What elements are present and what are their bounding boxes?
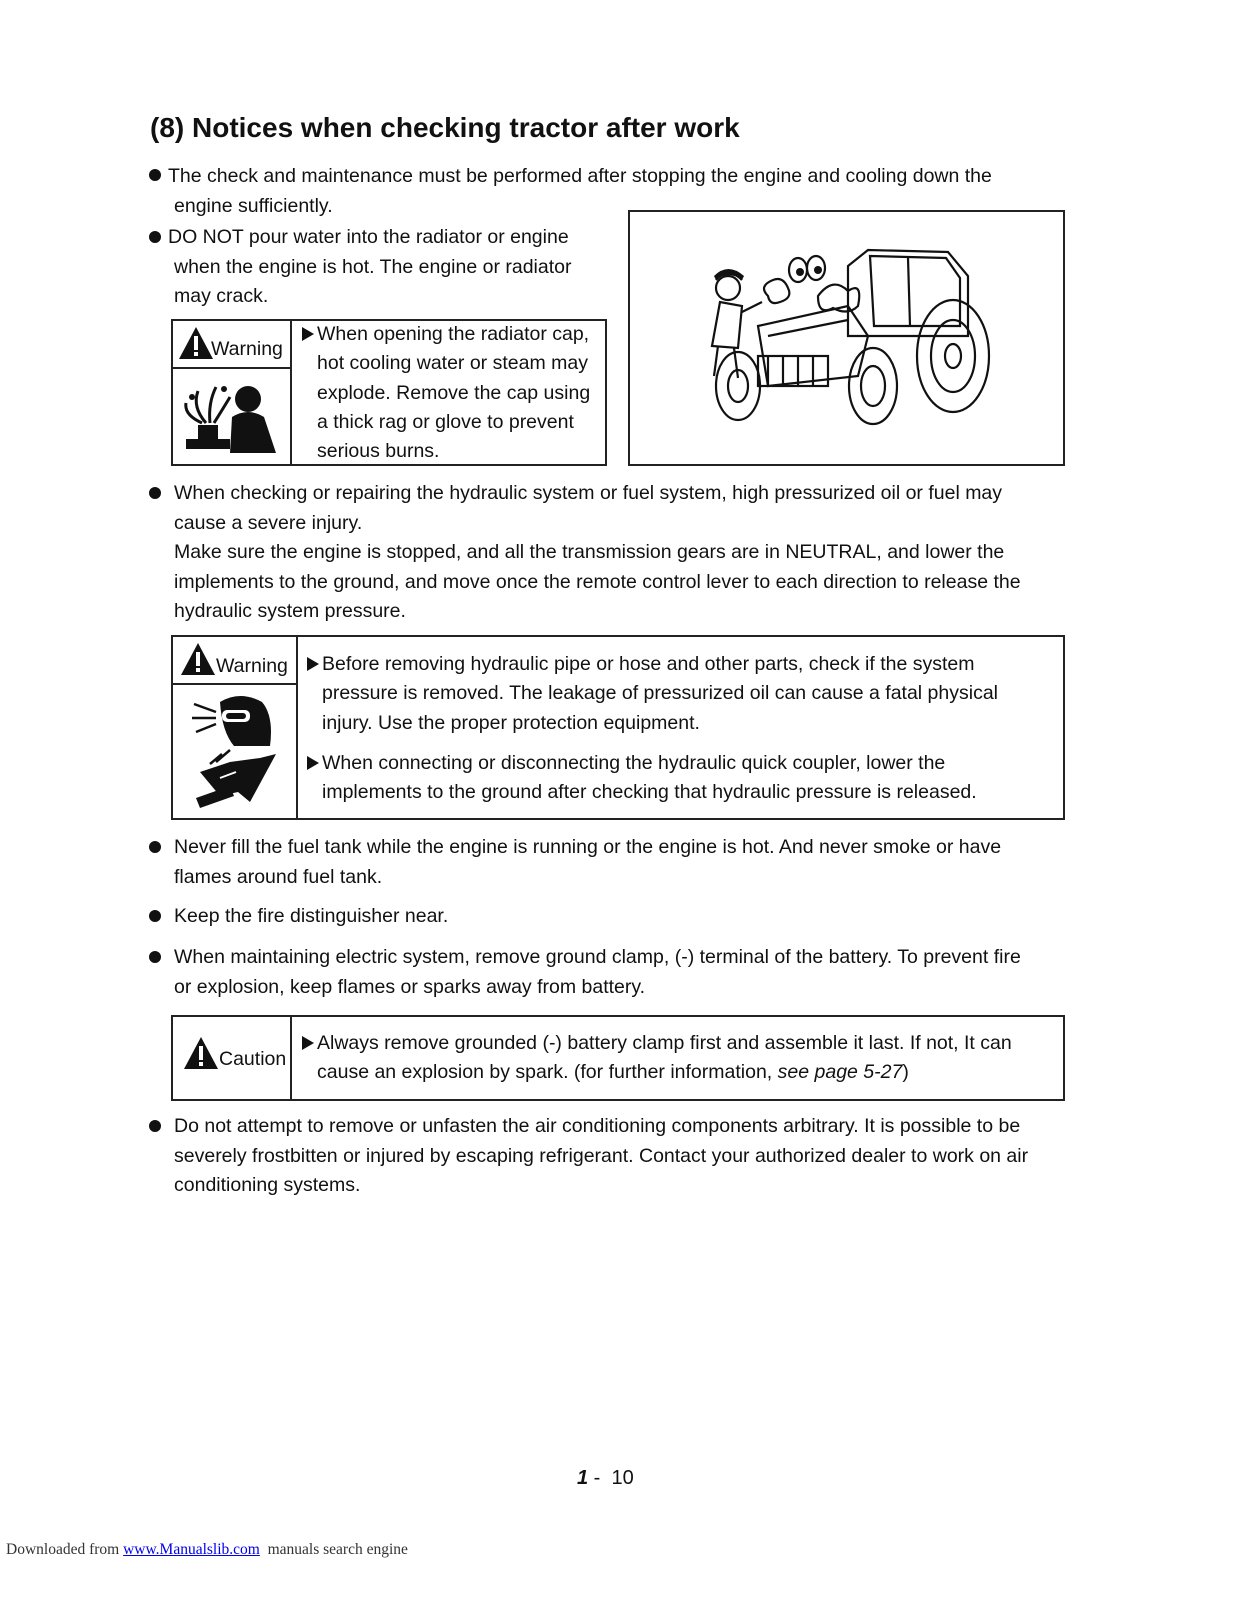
text-line: When maintaining electric system, remove ground clamp, (-) terminal of the battery. To prevent fire bbox=[174, 946, 1021, 968]
caution-label: Caution bbox=[219, 1048, 287, 1070]
warning-label: Warning bbox=[216, 655, 288, 677]
text-line bbox=[317, 1058, 1057, 1087]
text-line: cause a severe injury. bbox=[174, 511, 363, 534]
hydraulic-protection-icon bbox=[190, 692, 280, 812]
text-segment: cause an explosion by spark. (for further information, bbox=[317, 1061, 778, 1084]
text-line: serious burns. bbox=[317, 440, 440, 463]
bullet-dot bbox=[149, 231, 161, 243]
divider bbox=[171, 683, 298, 685]
cross-reference-page: 5-27 bbox=[857, 1061, 903, 1084]
overheated-tractor-illustration bbox=[698, 236, 998, 432]
warning-text-radiator bbox=[317, 320, 602, 466]
text-line: When opening the radiator cap, bbox=[317, 323, 590, 345]
arrow-marker-icon bbox=[302, 327, 314, 341]
text-line: when the engine is hot. The engine or radiator bbox=[174, 255, 572, 278]
warning-triangle-icon bbox=[178, 326, 214, 360]
bullet-radiator-water bbox=[168, 223, 608, 312]
arrow-marker-icon bbox=[307, 756, 319, 770]
warning-text-hydraulic-2 bbox=[322, 749, 1057, 808]
text-line: Make sure the engine is stopped, and all the transmission gears are in NEUTRAL, and lower the bbox=[174, 541, 1005, 563]
text-line: Never fill the fuel tank while the engine is running or the engine is hot. And never smoke or have bbox=[174, 836, 1002, 858]
download-footer bbox=[6, 1541, 408, 1559]
warning-label: Warning bbox=[211, 338, 283, 360]
text-line: or explosion, keep flames or sparks away from battery. bbox=[174, 975, 646, 998]
text-line: hot cooling water or steam may bbox=[317, 352, 588, 375]
text-line: When connecting or disconnecting the hydraulic quick coupler, lower the bbox=[322, 752, 946, 774]
bullet-dot bbox=[149, 1120, 161, 1132]
divider bbox=[171, 367, 292, 369]
text-line: pressure is removed. The leakage of pressurized oil can cause a fatal physical bbox=[322, 682, 998, 705]
divider bbox=[296, 635, 298, 820]
footer-suffix: manuals search engine bbox=[259, 1541, 408, 1558]
bullet-dot bbox=[149, 487, 161, 499]
bullet-dot bbox=[149, 951, 161, 963]
divider bbox=[290, 1015, 292, 1101]
warning-text-hydraulic-1 bbox=[322, 650, 1057, 738]
text-line: Before removing hydraulic pipe or hose and other parts, check if the system bbox=[322, 653, 975, 675]
text-line: Always remove grounded (-) battery clamp first and assemble it last. If not, It can bbox=[317, 1032, 1012, 1054]
text-line: may crack. bbox=[174, 285, 269, 307]
chapter-number: 1 bbox=[577, 1467, 589, 1489]
caution-text-battery bbox=[317, 1029, 1057, 1088]
text-line: conditioning systems. bbox=[174, 1174, 361, 1196]
text-line: hydraulic system pressure. bbox=[174, 600, 406, 622]
text-line: severely frostbitten or injured by escaping refrigerant. Contact your authorized dealer to work on air bbox=[174, 1144, 1029, 1167]
bullet-dot bbox=[149, 910, 161, 922]
text-line: implements to the ground, and move once the remote control lever to each direction to release the bbox=[174, 570, 1021, 593]
page-separator: - bbox=[588, 1467, 612, 1489]
text-line: The check and maintenance must be performed after stopping the engine and cooling down the bbox=[168, 165, 992, 187]
text-line: a thick rag or glove to prevent bbox=[317, 410, 574, 433]
manualslib-link[interactable]: www.Manualslib.com bbox=[123, 1541, 260, 1558]
bullet-dot bbox=[149, 841, 161, 853]
text-line: Do not attempt to remove or unfasten the air conditioning components arbitrary. It is possible to be bbox=[174, 1115, 1021, 1137]
text-segment: ) bbox=[902, 1061, 909, 1084]
cross-reference: see page bbox=[777, 1061, 858, 1084]
warning-triangle-icon bbox=[180, 642, 216, 676]
text-line: DO NOT pour water into the radiator or engine bbox=[168, 226, 569, 248]
text-line: implements to the ground after checking that hydraulic pressure is released. bbox=[322, 781, 977, 804]
page-index: 10 bbox=[611, 1467, 634, 1489]
bullet-dot bbox=[149, 169, 161, 181]
warning-triangle-icon bbox=[183, 1036, 219, 1070]
footer-prefix: Downloaded from bbox=[6, 1541, 124, 1558]
text-line: flames around fuel tank. bbox=[174, 865, 383, 888]
bullet-fuel-tank bbox=[174, 833, 1074, 892]
radiator-steam-icon bbox=[184, 377, 280, 455]
bullet-electric-system bbox=[174, 943, 1074, 1002]
page-title: (8) Notices when checking tractor after work bbox=[150, 112, 740, 143]
bullet-hydraulic-pressure bbox=[174, 479, 1074, 627]
arrow-marker-icon bbox=[307, 657, 319, 671]
bullet-fire-extinguisher bbox=[174, 902, 1074, 932]
arrow-marker-icon bbox=[302, 1036, 314, 1050]
text-line: injury. Use the proper protection equipment. bbox=[322, 711, 700, 734]
text-line: When checking or repairing the hydraulic system or fuel system, high pressurized oil or fuel may bbox=[174, 482, 1003, 504]
divider bbox=[290, 319, 292, 466]
text-line: Keep the fire distinguisher near. bbox=[174, 905, 449, 927]
bullet-air-conditioning bbox=[174, 1112, 1074, 1201]
text-line: engine sufficiently. bbox=[174, 194, 333, 217]
text-line: explode. Remove the cap using bbox=[317, 381, 591, 404]
page-number bbox=[577, 1467, 634, 1490]
